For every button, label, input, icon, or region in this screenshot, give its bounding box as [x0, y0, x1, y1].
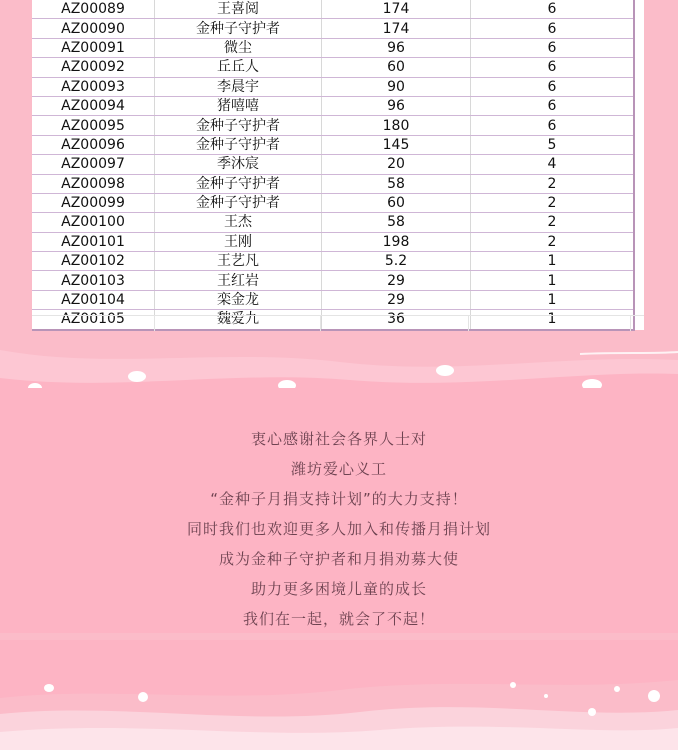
amount-cell: 198 — [322, 232, 471, 251]
amount-cell: 36 — [322, 310, 471, 330]
donor-name-cell: 丘丘人 — [155, 58, 322, 77]
table-row — [32, 174, 634, 193]
amount-cell: 60 — [322, 58, 471, 77]
count-cell: 1 — [471, 271, 635, 290]
count-cell: 4 — [471, 155, 635, 174]
count-cell: 1 — [471, 310, 635, 330]
donor-name-cell: 季沐宸 — [155, 155, 322, 174]
amount-cell: 145 — [322, 135, 471, 154]
count-cell: 6 — [471, 38, 635, 57]
table-row — [32, 58, 634, 77]
donor-id-cell: AZ00094 — [32, 96, 155, 115]
sheet-empty-grid — [32, 315, 644, 331]
table-row — [32, 135, 634, 154]
message-line: 成为金种子守护者和月捐劝募大使 — [218, 550, 459, 568]
amount-cell: 29 — [322, 290, 471, 309]
donor-id-cell: AZ00098 — [32, 174, 155, 193]
count-cell: 6 — [471, 116, 635, 135]
donor-name-cell: 王喜阅 — [155, 0, 322, 19]
table-row — [32, 271, 634, 290]
count-cell: 2 — [471, 232, 635, 251]
donor-id-cell: AZ00097 — [32, 155, 155, 174]
bubble-decoration — [128, 371, 146, 382]
donor-name-cell: 栾金龙 — [155, 290, 322, 309]
donor-id-cell: AZ00105 — [32, 310, 155, 330]
count-cell: 5 — [471, 135, 635, 154]
donation-table-sheet — [32, 0, 644, 330]
thank-you-message — [0, 424, 678, 634]
amount-cell: 174 — [322, 19, 471, 38]
table-row — [32, 38, 634, 57]
donor-name-cell: 金种子守护者 — [155, 193, 322, 212]
donation-table — [32, 0, 635, 331]
donor-id-cell: AZ00089 — [32, 0, 155, 19]
amount-cell: 20 — [322, 155, 471, 174]
table-row — [32, 116, 634, 135]
donor-name-cell: 王刚 — [155, 232, 322, 251]
donor-name-cell: 金种子守护者 — [155, 116, 322, 135]
donor-id-cell: AZ00102 — [32, 252, 155, 271]
bubble-decoration — [614, 686, 620, 692]
amount-cell: 90 — [322, 77, 471, 96]
donor-id-cell: AZ00095 — [32, 116, 155, 135]
donor-name-cell: 王艺凡 — [155, 252, 322, 271]
count-cell: 2 — [471, 193, 635, 212]
table-row — [32, 290, 634, 309]
count-cell: 1 — [471, 252, 635, 271]
table-row — [32, 252, 634, 271]
bubble-decoration — [648, 690, 660, 702]
donor-id-cell: AZ00090 — [32, 19, 155, 38]
message-line: 我们在一起，就会了不起！ — [242, 610, 435, 628]
donor-name-cell: 王杰 — [155, 213, 322, 232]
donor-name-cell: 魏爱九 — [155, 310, 322, 330]
donor-name-cell: 王红岩 — [155, 271, 322, 290]
donor-name-cell: 金种子守护者 — [155, 174, 322, 193]
table-row — [32, 77, 634, 96]
donation-table-body — [32, 0, 634, 330]
count-cell: 6 — [471, 77, 635, 96]
message-line: 同时我们也欢迎更多人加入和传播月捐计划 — [186, 520, 491, 538]
donor-id-cell: AZ00093 — [32, 77, 155, 96]
amount-cell: 58 — [322, 213, 471, 232]
amount-cell: 29 — [322, 271, 471, 290]
message-line: “金种子月捐支持计划”的大力支持！ — [210, 490, 468, 508]
count-cell: 6 — [471, 96, 635, 115]
donor-id-cell: AZ00101 — [32, 232, 155, 251]
donor-id-cell: AZ00091 — [32, 38, 155, 57]
donor-name-cell: 微尘 — [155, 38, 322, 57]
bubble-decoration — [436, 365, 454, 376]
amount-cell: 5.2 — [322, 252, 471, 271]
table-row — [32, 193, 634, 212]
donor-id-cell: AZ00099 — [32, 193, 155, 212]
donor-id-cell: AZ00100 — [32, 213, 155, 232]
donor-name-cell: 猪嘻嘻 — [155, 96, 322, 115]
donor-name-cell: 金种子守护者 — [155, 19, 322, 38]
bubble-decoration — [138, 692, 148, 702]
amount-cell: 60 — [322, 193, 471, 212]
donor-id-cell: AZ00092 — [32, 58, 155, 77]
message-line: 助力更多困境儿童的成长 — [250, 580, 427, 598]
count-cell: 2 — [471, 174, 635, 193]
bottom-wave-decoration — [0, 640, 678, 750]
bubble-decoration — [588, 708, 596, 716]
count-cell: 6 — [471, 0, 635, 19]
donor-name-cell: 李晨宇 — [155, 77, 322, 96]
count-cell: 1 — [471, 290, 635, 309]
table-row — [32, 96, 634, 115]
table-row — [32, 232, 634, 251]
donor-id-cell: AZ00103 — [32, 271, 155, 290]
table-row — [32, 19, 634, 38]
donor-id-cell: AZ00096 — [32, 135, 155, 154]
donor-id-cell: AZ00104 — [32, 290, 155, 309]
table-row — [32, 213, 634, 232]
amount-cell: 96 — [322, 38, 471, 57]
table-row — [32, 155, 634, 174]
amount-cell: 58 — [322, 174, 471, 193]
amount-cell: 180 — [322, 116, 471, 135]
bubble-decoration — [544, 694, 548, 698]
donor-name-cell: 金种子守护者 — [155, 135, 322, 154]
count-cell: 6 — [471, 19, 635, 38]
amount-cell: 96 — [322, 96, 471, 115]
message-line: 衷心感谢社会各界人士对 — [250, 430, 427, 448]
amount-cell: 174 — [322, 0, 471, 19]
bubble-decoration — [510, 682, 516, 688]
message-line: 潍坊爱心义工 — [290, 460, 387, 478]
count-cell: 2 — [471, 213, 635, 232]
bubble-decoration — [44, 684, 54, 692]
table-row — [32, 0, 634, 19]
count-cell: 6 — [471, 58, 635, 77]
